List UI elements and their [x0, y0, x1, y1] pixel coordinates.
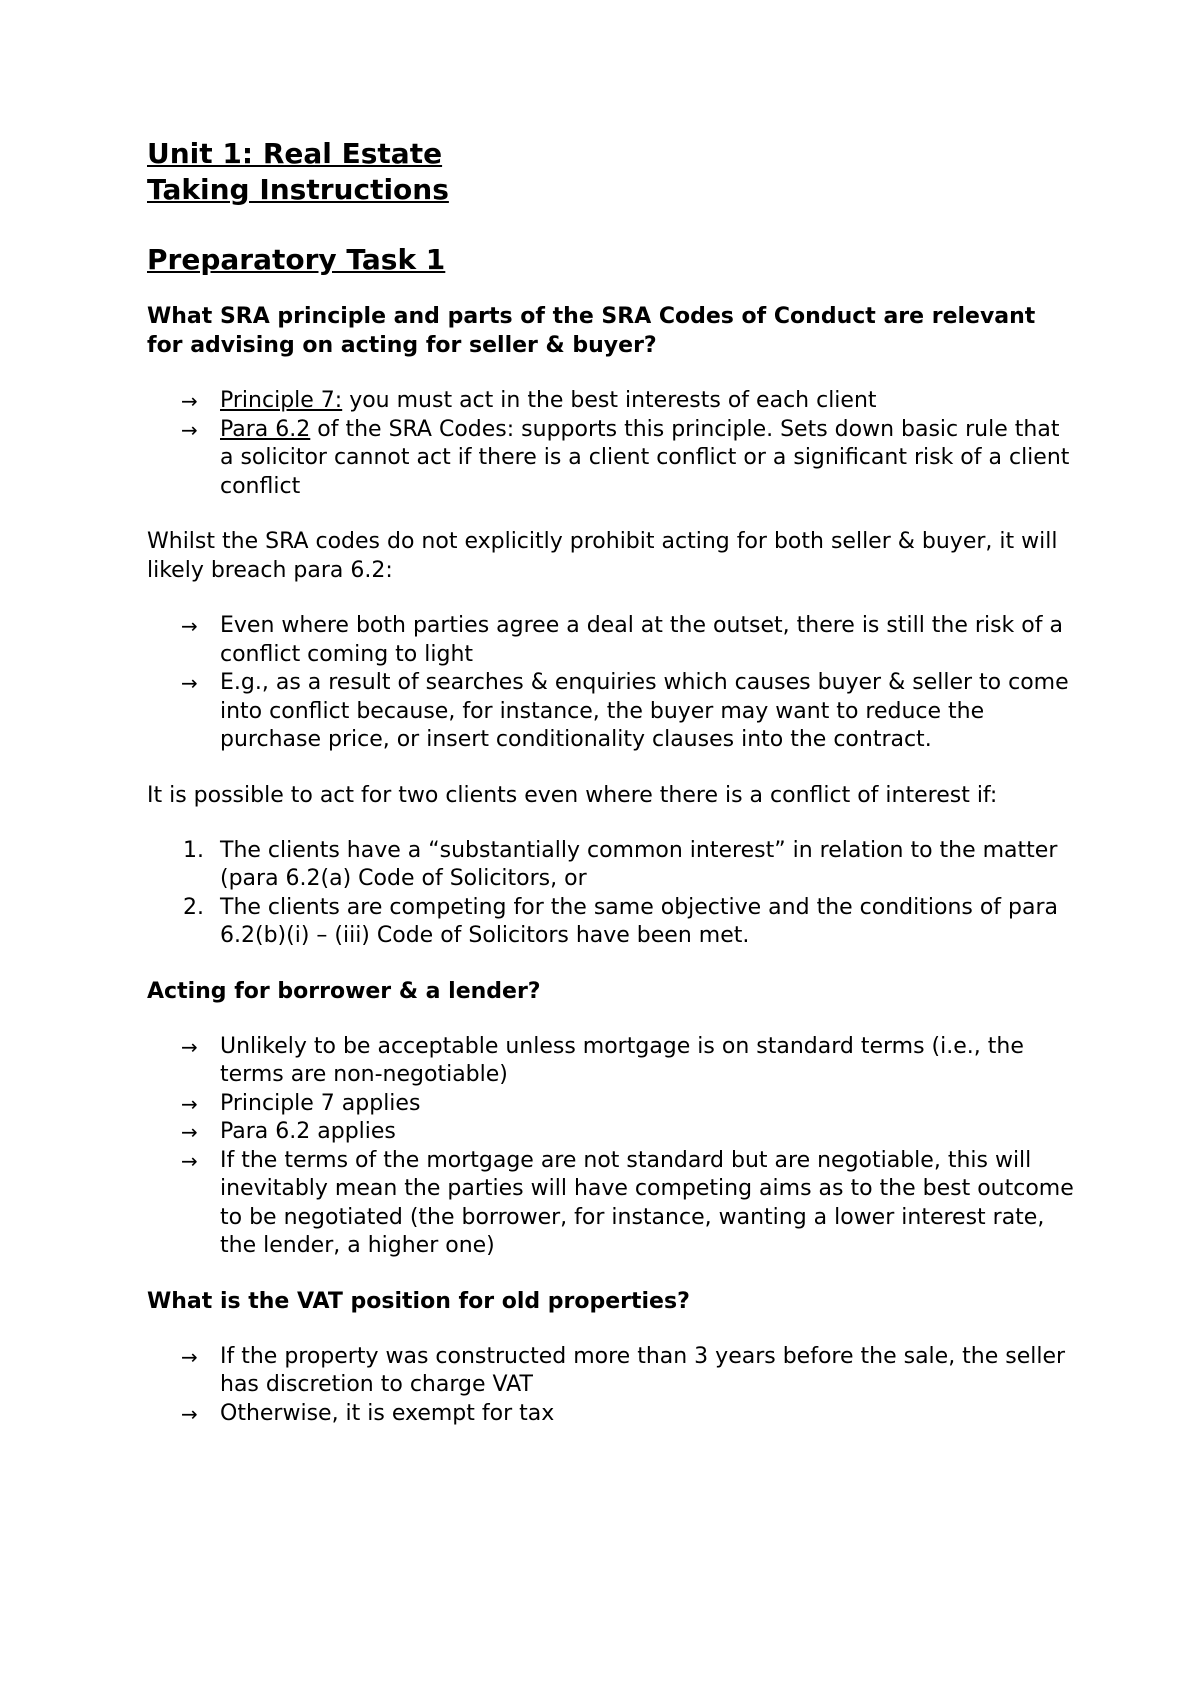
list-item [147, 387, 1077, 416]
paragraph-breach: Whilst the SRA codes do not explicitly prohibit acting for both seller & buyer, it will likely breach para 6.2: [147, 529, 1058, 583]
conflict-list [147, 612, 1077, 755]
list-item-text: Principle 7 applies [220, 1090, 421, 1116]
question-seller-buyer: What SRA principle and parts of the SRA Codes of Conduct are relevant for advising on acting for seller & buyer? [147, 304, 1036, 358]
list-item-text: Unlikely to be acceptable unless mortgage is on standard terms (i.e., the terms are non-negotiable) [220, 1033, 1024, 1087]
list-item [147, 1400, 1077, 1429]
list-item [147, 837, 1077, 894]
borrower-lender-list [147, 1033, 1077, 1261]
conditions-list [147, 837, 1077, 951]
arrow-icon: → [181, 1120, 198, 1144]
arrow-icon: → [181, 389, 198, 413]
principle-7-text: you must act in the best interests of each client [342, 388, 877, 413]
list-item-text: E.g., as a result of searches & enquiries which causes buyer & seller to come into conflict because, for instance, the buyer may want to reduce the purchase price, or insert conditionality clauses into the contract. [220, 670, 1069, 752]
question-vat: What is the VAT position for old properties? [147, 1288, 690, 1314]
list-item [147, 612, 1077, 669]
list-number: 1. [183, 837, 204, 863]
list-item [147, 669, 1077, 755]
arrow-icon: → [181, 1344, 198, 1369]
paragraph-two-clients: It is possible to act for two clients even where there is a conflict of interest if: [147, 782, 998, 808]
list-item-text: The clients are competing for the same objective and the conditions of para 6.2(b)(i) – (iii) Code of Solicitors have been met. [220, 894, 1059, 948]
list-item [147, 1118, 1077, 1147]
vat-list [147, 1343, 1077, 1429]
arrow-icon: → [181, 614, 198, 638]
principle-7-ref: Principle 7: [220, 388, 343, 413]
list-item-text: Otherwise, it is exempt for tax [220, 1400, 555, 1426]
list-item-text: If the property was constructed more than 3 years before the sale, the seller has discretion to charge VAT [220, 1343, 1066, 1397]
arrow-icon: → [181, 1091, 198, 1116]
arrow-icon: → [181, 417, 198, 442]
arrow-icon: → [181, 1148, 198, 1173]
arrow-icon: → [181, 671, 198, 695]
list-item [147, 1033, 1077, 1090]
para-6-2-ref: Para 6.2 [220, 416, 311, 442]
list-number: 2. [183, 894, 204, 920]
unit-title: Unit 1: Real Estate [147, 137, 443, 170]
principle-list [147, 387, 1077, 501]
list-item-text: Even where both parties agree a deal at the outset, there is still the risk of a conflict coming to light [220, 613, 1063, 667]
task-heading: Preparatory Task 1 [147, 243, 446, 276]
unit-subtitle: Taking Instructions [147, 173, 449, 206]
list-item [147, 1090, 1077, 1119]
document-page [147, 136, 1077, 1428]
list-item [147, 894, 1077, 951]
para-6-2-text: of the SRA Codes: supports this principle. Sets down basic rule that a solicitor cannot act if there is a client conflict or a significant risk of a client conflict [220, 416, 1070, 499]
list-item [147, 1343, 1077, 1400]
question-borrower-lender: Acting for borrower & a lender? [147, 978, 541, 1004]
list-item-text: Para 6.2 applies [220, 1119, 396, 1144]
list-item [147, 1147, 1077, 1261]
list-item [147, 416, 1077, 502]
list-item-text: If the terms of the mortgage are not standard but are negotiable, this will inevitably mean the parties will have competing aims as to the best outcome to be negotiated (the borrower, for instance, wanting a lower interest rate, the lender, a higher one) [220, 1147, 1074, 1258]
arrow-icon: → [181, 1401, 198, 1426]
arrow-icon: → [181, 1034, 198, 1059]
list-item-text: The clients have a “substantially common interest” in relation to the matter (para 6.2(a) Code of Solicitors, or [220, 837, 1058, 891]
